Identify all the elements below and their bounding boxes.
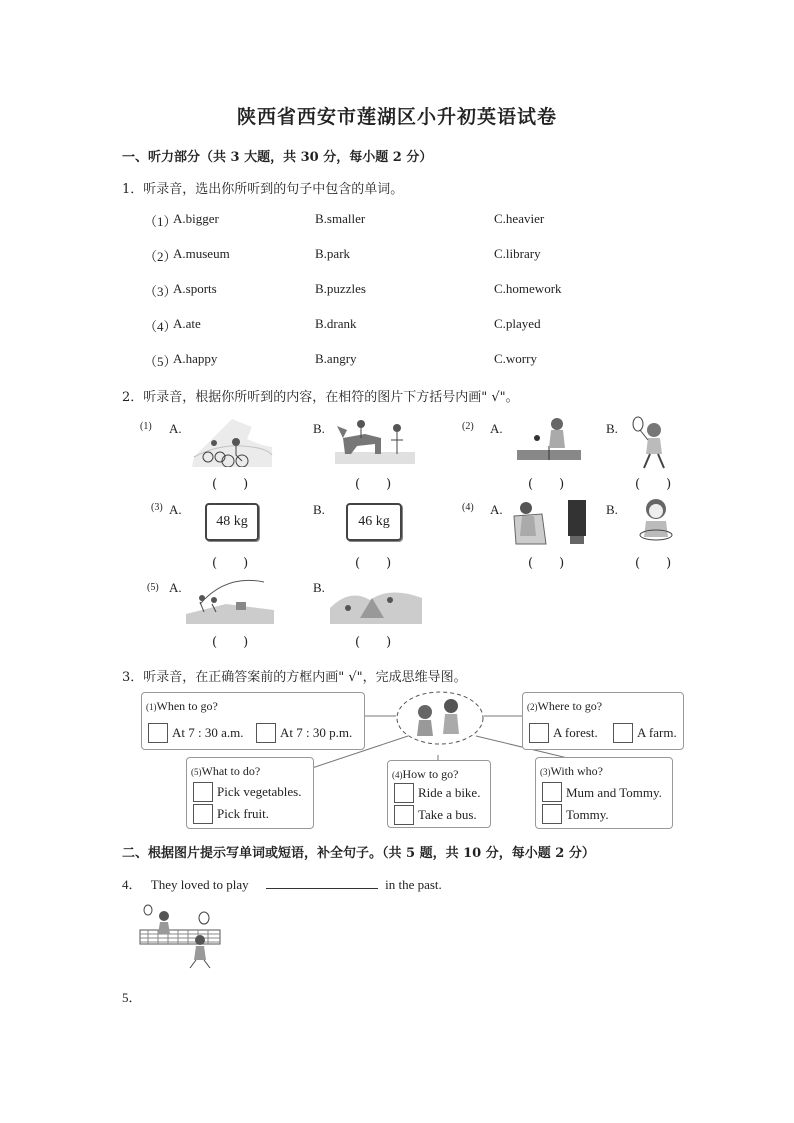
q4-answer-blank[interactable]: [266, 876, 378, 889]
q5-number: 5．: [122, 990, 142, 1005]
fishing-picture: [186, 574, 274, 624]
q2-3b-bracket[interactable]: ( ): [355, 556, 392, 571]
q2-3-label-b: B.: [313, 502, 325, 517]
q1-4-option-a[interactable]: A.ate: [173, 316, 201, 331]
q1-4-number: （4）: [144, 319, 177, 334]
q2-4-label-a: A.: [490, 502, 503, 517]
q1-3-option-b[interactable]: B.puzzles: [315, 281, 366, 296]
what-option-vegetables: Pick vegetables.: [217, 784, 302, 799]
q2-2-label-a: A.: [490, 421, 503, 436]
q3-prompt: 3．听录音，在正确答案前的方框内画" √"，完成思维导图。: [122, 670, 467, 685]
q2-5b-bracket[interactable]: ( ): [355, 635, 392, 650]
horse-riding-picture: [335, 418, 415, 468]
what-checkbox-vegetables[interactable]: [193, 782, 213, 802]
camping-picture: [330, 578, 422, 624]
withwho-number: (3): [540, 767, 551, 777]
cycling-picture: [192, 417, 274, 467]
section-1-heading: 一、听力部分（共 3 大题，共 30 分，每小题 2 分）: [122, 150, 433, 165]
q2-1-label-a: A.: [169, 421, 182, 436]
q2-4-label-b: B.: [606, 502, 618, 517]
mindmap-when-box: [141, 692, 365, 750]
q1-prompt: 1．听录音，选出你所听到的句子中包含的单词。: [122, 182, 404, 197]
q2-4-number: (4): [462, 502, 474, 513]
where-option-farm: A farm.: [637, 725, 677, 740]
weight-46kg-card: 46 kg: [346, 503, 402, 541]
when-checkbox-pm[interactable]: [256, 723, 276, 743]
q1-1-number: （1）: [144, 214, 177, 229]
mindmap-what-box: [186, 757, 314, 829]
q2-3-label-a: A.: [169, 502, 182, 517]
q1-4-option-b[interactable]: B.drank: [315, 316, 357, 331]
q2-4b-bracket[interactable]: ( ): [635, 556, 672, 571]
what-heading: What to do?: [201, 764, 261, 778]
q1-1-option-c[interactable]: C.heavier: [494, 211, 545, 226]
withwho-heading: With who?: [550, 764, 604, 778]
when-heading: When to go?: [156, 699, 218, 713]
badminton-picture: [628, 416, 680, 470]
watching-tv-picture: [512, 496, 590, 546]
q2-2-label-b: B.: [606, 421, 618, 436]
q2-2-number: (2): [462, 421, 474, 432]
withwho-checkbox-mum[interactable]: [542, 782, 562, 802]
q2-5-label-b: B.: [313, 580, 325, 595]
mindmap-where-box: [522, 692, 684, 750]
q2-1b-bracket[interactable]: ( ): [355, 477, 392, 492]
q1-2-number: （2）: [144, 249, 177, 264]
q1-3-option-c[interactable]: C.homework: [494, 281, 562, 296]
where-checkbox-forest[interactable]: [529, 723, 549, 743]
withwho-checkbox-tommy[interactable]: [542, 804, 562, 824]
what-checkbox-fruit[interactable]: [193, 804, 213, 824]
q1-4-option-c[interactable]: C.played: [494, 316, 541, 331]
when-option-am: At 7 : 30 a.m.: [172, 725, 244, 740]
q4-number: 4．: [122, 877, 142, 892]
q2-5a-bracket[interactable]: ( ): [212, 635, 249, 650]
where-heading: Where to go?: [537, 699, 603, 713]
q1-5-number: （5）: [144, 354, 177, 369]
q4-sentence: [122, 874, 442, 893]
q1-1-option-a[interactable]: A.bigger: [173, 211, 219, 226]
q1-2-option-a[interactable]: A.museum: [173, 246, 230, 261]
how-heading: How to go?: [402, 767, 459, 781]
q1-5-option-c[interactable]: C.worry: [494, 351, 537, 366]
where-checkbox-farm[interactable]: [613, 723, 633, 743]
q2-3a-bracket[interactable]: ( ): [212, 556, 249, 571]
q2-2b-bracket[interactable]: ( ): [635, 477, 672, 492]
q2-5-label-a: A.: [169, 580, 182, 595]
q1-5-option-a[interactable]: A.happy: [173, 351, 218, 366]
q2-1-number: (1): [140, 421, 152, 432]
what-option-fruit: Pick fruit.: [217, 806, 269, 821]
q4-text-before: They loved to play: [150, 877, 249, 892]
withwho-option-tommy: Tommy.: [566, 807, 609, 822]
q2-1a-bracket[interactable]: ( ): [212, 477, 249, 492]
q2-4a-bracket[interactable]: ( ): [528, 556, 565, 571]
q2-5-number: (5): [147, 582, 159, 593]
q2-2a-bracket[interactable]: ( ): [528, 477, 565, 492]
q2-3-number: (3): [151, 502, 163, 513]
q1-3-number: （3）: [144, 284, 177, 299]
what-number: (5): [191, 767, 202, 777]
when-option-pm: At 7 : 30 p.m.: [280, 725, 353, 740]
how-option-bike: Ride a bike.: [418, 785, 481, 800]
q1-1-option-b[interactable]: B.smaller: [315, 211, 366, 226]
mind-map-center-kids: [395, 690, 485, 746]
where-option-forest: A forest.: [553, 725, 598, 740]
q4-text-after: in the past.: [385, 877, 442, 892]
weight-48kg-card: 48 kg: [205, 503, 259, 541]
withwho-option-mum: Mum and Tommy.: [566, 785, 662, 800]
q2-1-label-b: B.: [313, 421, 325, 436]
where-number: (2): [527, 702, 538, 712]
q1-5-option-b[interactable]: B.angry: [315, 351, 357, 366]
eating-picture: [632, 495, 682, 547]
page-title: 陕西省西安市莲湖区小升初英语试卷: [236, 106, 557, 128]
q1-2-option-c[interactable]: C.library: [494, 246, 541, 261]
when-checkbox-am[interactable]: [148, 723, 168, 743]
q1-2-option-b[interactable]: B.park: [315, 246, 351, 261]
how-checkbox-bus[interactable]: [394, 805, 414, 825]
badminton-net-picture: [138, 904, 222, 970]
section-2-heading: 二、根据图片提示写单词或短语，补全句子。（共 5 题，共 10 分，每小题 2 分）: [122, 846, 595, 861]
how-option-bus: Take a bus.: [418, 807, 477, 822]
q1-3-option-a[interactable]: A.sports: [173, 281, 217, 296]
ping-pong-picture: [515, 418, 583, 468]
mindmap-how-box: [387, 760, 491, 828]
mindmap-withwho-box: [535, 757, 673, 829]
q2-prompt: 2．听录音，根据你所听到的内容，在相符的图片下方括号内画" √"。: [122, 390, 519, 405]
how-checkbox-bike[interactable]: [394, 783, 414, 803]
when-number: (1): [146, 702, 157, 712]
how-number: (4): [392, 770, 403, 780]
